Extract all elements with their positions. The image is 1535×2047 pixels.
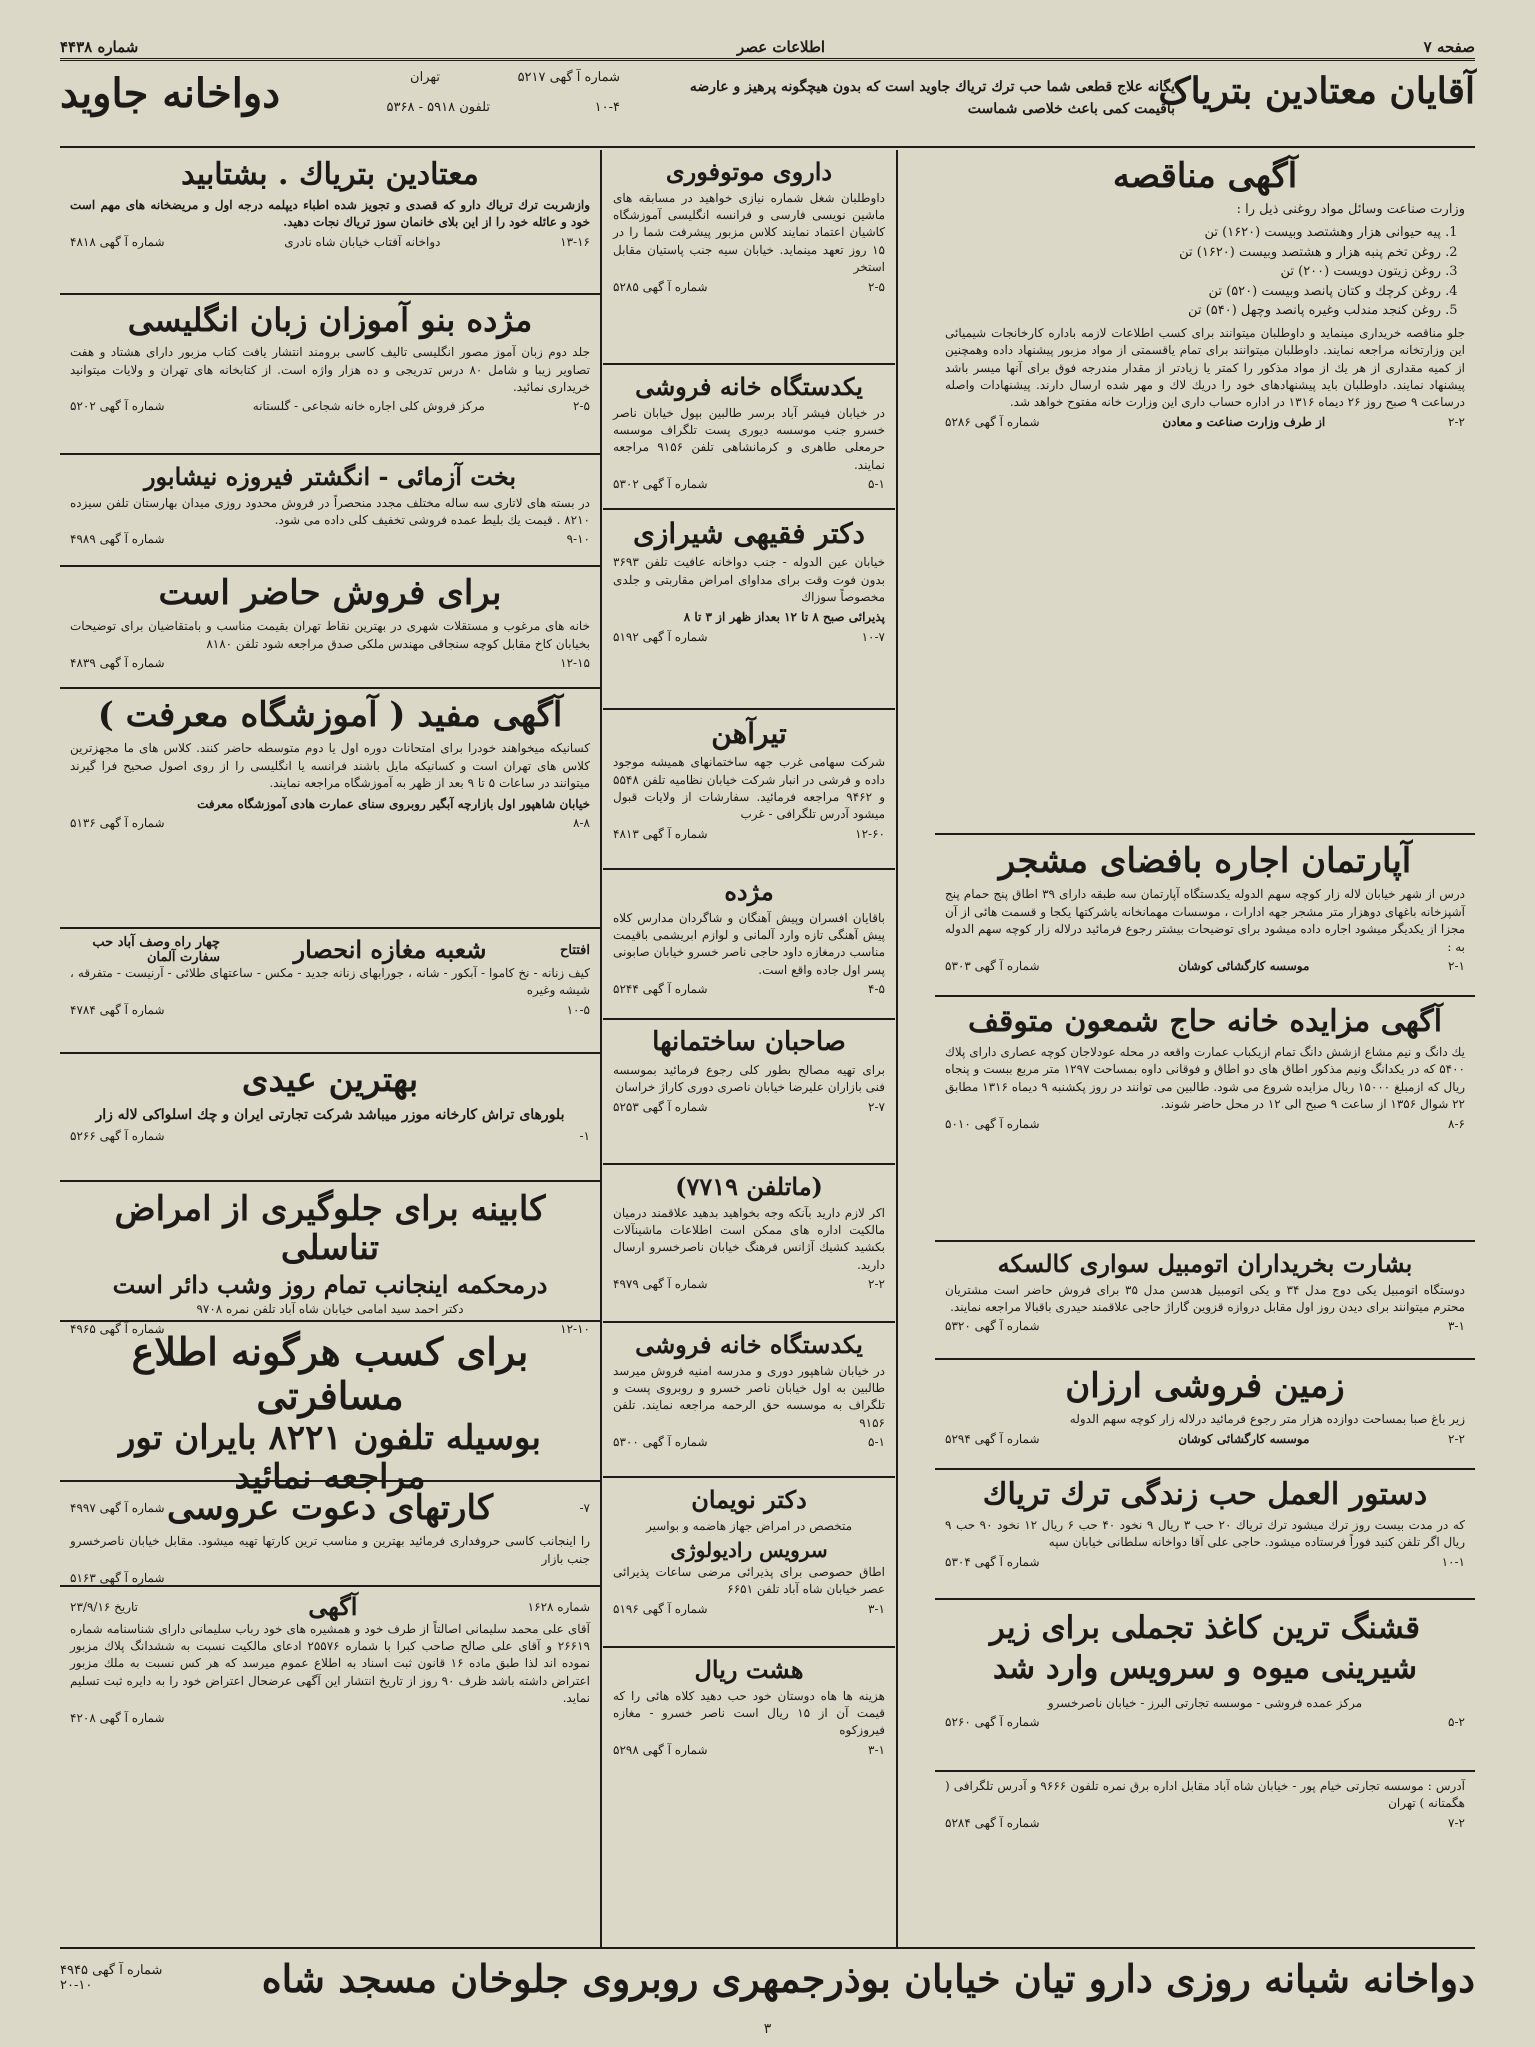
ad-code: ۲-۷ <box>868 1099 885 1114</box>
ad-body: اكر لازم دارید بآنكه وجه بخواهید بدهید علاقمند درمیان مالكیت اداره های ممكن است اطلاعات ماشینآلات بكشید كشیك آژانس فرهنگ خیابان ناصرخسرو ارسال دارید. <box>613 1205 885 1272</box>
ad-hours: پذیرائی صبح ۸ تا ۱۲ بعداز ظهر از ۳ تا ۸ <box>683 610 885 625</box>
ad-body: داوطلبان شغل شماره نیازی خواهید در مسابقه های ماشین نویسی فارسی و فرانسه انگلیسی آموزشگاه كاشیان اعتماد نمایند كلاس مزبور پیشرفت شما را در ۱۵ روز تعهد مینماید. خیابان سیه جنب پاستیان مقابل استخر <box>613 190 885 275</box>
ad-wedding-cards <box>60 1482 600 1587</box>
ad-number: شماره آ گهی ۵۲۶۰ <box>945 1714 1040 1729</box>
ad-land <box>935 1360 1475 1470</box>
ad-sign: دواخانه آفتاب خیابان شاه نادری <box>284 234 441 249</box>
ad-subtitle: سرویس رادیولوژی <box>670 1537 828 1562</box>
ad-code: ۵-۲ <box>1448 1714 1465 1729</box>
top-left-title: دواخانه جاوید <box>60 70 281 117</box>
ad-number: شماره آ گهی ۴۹۴۵ <box>60 1963 163 1978</box>
ad-number: شماره آ گهی ۵۲۹۴ <box>945 1431 1040 1446</box>
ad-body: یك دانگ و نیم مشاع ازشش دانگ تمام ازیكباب عمارت واقعه در محله عودلاجان كوچه عصاری دارای پلاك ۵۴۰۰ كه در یكدانگ ونیم مذكور اطاق های دو اطاق و فوقانی داوه بمساحت ۱۲۹۷ متر مربع ببست و پنجاه ریال كه ازمبلغ ۱۵۰۰۰ ریال مزایده شروع می شود. طالبین می توانند در روز پكشنبه ۹ دیماه ۱۳۱۶ مطابق ۲۲ شوال ۱۳۵۶ از ساعت ۹ صبح الی ۱۲ در محل حاضر شوند. <box>945 1045 1465 1112</box>
ad-number: شماره آ گهی ۵۲۶۶ <box>70 1128 165 1143</box>
ad-body: آقای علی محمد سلیمانی اصالتاً از طرف خود و همشیره های خود رباب سلیمانی دارای شناسنامه شماره ۲۶۶۱۹ و آقای علی صالح صاحب كبرا با شماره ۲۵۵۷۶ ادعای مالكیت نسبت به ششدانگ پلاك مزبور نموده اند لذا طبق ماده ۱۶ قانون ثبت اسناد به اطلاع عموم میرسد كه هر كس نسبت به ملك مزبور اعتراض داشته باشد ظرف ۹۰ روز از تاریخ انتشار این آگهی عرضحال اعتراض خود را به دایره ثبت تسلیم نماید. <box>70 1621 591 1706</box>
list-item: 5. روغن كنجد مندلب وغیره پانصد وچهل (۵۴۰) تن <box>945 301 1441 321</box>
ad-extra: اطاق حصوصی برای پذیرائی مرضی ساعات پذیرائی عصر خیابان شاه آباد تلفن ۶۶۵۱ <box>613 1564 885 1597</box>
ad-code: ۲-۲ <box>1448 1431 1465 1446</box>
ad-code: ۲-۲ <box>1448 414 1465 429</box>
ad-code: ۱۳-۱۶ <box>560 234 590 249</box>
ad-sign: مركز فروش كلی اجاره خانه شجاعی - گلستانه <box>252 399 485 414</box>
ad-body: جلو مناقصه خریداری مینماید و داوطلبان میتوانند برای كسب اطلاعات لازمه باداره كارخانجات شیمیائی این وزارتخانه مراجعه نمایند. داوطلبان میتوانند برای تمام یاقسمتی از مواد مزبور پیشنهاد داده وهمچنین از كمیه مقداری از هر یك از مواد مذكور را كمتر یا زیادتر از مقدار مندرجه فوق برای آنها میسر باشد پیشنهاد نمایند. داوطلبان باید پیشنهادهای خود را دریك لاك و مهر شده ارسال دارند. پیشنهادات واصله درساعت ۹ صبح روز ۲۶ دیماه ۱۳۱۶ در اداره حساب داری این وزارت خانه مفتوح خواهد شد. <box>945 325 1465 410</box>
ad-apartment <box>935 835 1475 997</box>
ad-body: خیابان عین الدوله - جنب دواخانه عافیت تلفن ۳۶۹۳ بدون فوت وقت برای مداوای امراض مقاربتی و جلدی مخصوصاً سوزاك <box>613 555 885 604</box>
ad-subtitle: درمحكمه اینجانب تمام روز وشب دائر است <box>112 1270 548 1300</box>
bottom-banner-meta <box>60 1963 162 1993</box>
ad-number: شماره آ گهی ۴۸۱۳ <box>613 826 708 841</box>
ad-for-sale <box>60 567 600 689</box>
ad-paper <box>935 1600 1475 1772</box>
ad-title: برای فروش حاضر است <box>158 573 502 613</box>
ad-code: ۱۲-۱۵ <box>560 656 590 671</box>
ad-code: ۲-۱ <box>1448 958 1465 973</box>
top-right-text: یگانه علاج قطعی شما حب ترك تریاك جاوید است كه بدون هیچگونه پرهیز و عارضه باقیمت كمی باعث خلاصی شماست <box>689 79 1175 118</box>
ad-title: شعبه مغازه انحصار <box>293 935 487 965</box>
tender-items <box>945 223 1441 321</box>
ad-sign: موسسه كارگشائی كوشان <box>1178 1431 1310 1446</box>
ad-number: شماره آ گهی ۵۳۰۰ <box>613 1435 708 1450</box>
ad-number: شماره آ گهی ۴۹۷۹ <box>613 1277 708 1292</box>
page-number: صفحه ۷ <box>1423 38 1475 56</box>
ad-iron-beam <box>603 710 895 870</box>
ad-title: آگهی مزایده خانه حاج شمعون متوقف <box>967 1004 1443 1039</box>
top-left-phone: تلفون ۵۹۱۸ - ۵۳۶۸ <box>386 100 490 115</box>
ad-code: ۵-۱ <box>868 1435 885 1450</box>
ad-title: دكتر نویمان <box>691 1485 807 1514</box>
ad-title: یكدستگاه خانه فروشی <box>635 1330 863 1359</box>
ad-body: درس از شهر خیابان لاله زار كوچه سهم الدوله یكدستگاه آپارتمان سه طبقه دارای ۳۹ اطاق پنج حمام پنج آشپزخانه باغهای دوهزار متر مشجر جهه ادارات ، موسسات مهمانخانه یاشركتها یكجا و قسمت هائی از آن مجزا از یكدیگر میشود اجاره داده میشود برای توضیحات بیشتر رجوع فرمائید درلاله زار كوچه سهم الدوله به : <box>945 887 1465 954</box>
ad-opium-pill <box>935 1470 1475 1600</box>
ad-number: شماره آ گهی ۵۳۰۲ <box>613 477 708 492</box>
ad-number: شماره آ گهی ۵۲۰۲ <box>70 399 165 414</box>
ad-marefat-school <box>60 689 600 929</box>
ad-code: ۲-۵ <box>868 279 885 294</box>
ad-body: مركز عمده فروشی - موسسه تجارتی البرز - خیابان ناصرخسرو <box>1047 1695 1363 1710</box>
ad-number: شماره آ گهی ۴۹۶۵ <box>70 1321 165 1336</box>
ad-code: ۵-۱ <box>868 477 885 492</box>
ad-body: در خیابان فیشر آباد برسر طالبین بپول خیابان ناصر خسرو جنب موسسه دیوری پست تلگراف موسسه حرمعلی طاهری و كرمانشاهی تلفن ۹۱۵۶ مراجعه نمایند. <box>613 405 885 472</box>
ad-number: شماره آ گهی ۵۱۳۶ <box>70 815 165 830</box>
ad-body: زیر باغ صبا بمساحت دوازده هزار متر رجوع فرمائید درلاله زار كوچه سهم الدوله <box>1069 1412 1465 1427</box>
ad-title: زمین فروشی ارزان <box>1065 1366 1345 1406</box>
ad-building-owners <box>603 1020 895 1165</box>
ad-head-right: شماره ۱۶۲۸ <box>527 1599 590 1614</box>
top-right-title: آقایان معتادین بتریاک <box>1158 70 1475 112</box>
ad-number: شماره آ گهی ۵۳۰۴ <box>945 1554 1040 1569</box>
ad-house-sale-2 <box>603 1323 895 1478</box>
ad-lottery <box>60 455 600 567</box>
ad-side-left: چهار راه وصف آباد حب سفارت آلمان <box>92 935 221 965</box>
ad-code: ۹-۱۰ <box>566 532 590 547</box>
ad-code: ۱۲-۶۰ <box>855 826 885 841</box>
ad-auction <box>935 997 1475 1242</box>
page-footer-number: ۳ <box>763 2021 772 2037</box>
ad-code: ۱۰-۵ <box>566 1002 590 1017</box>
ad-title: بهترین عیدی <box>241 1060 419 1100</box>
ad-number: شماره آ گهی ۵۱۹۶ <box>613 1601 708 1616</box>
ad-addicts <box>60 150 600 295</box>
ad-body: در خیابان شاهپور دوری و مدرسه امنیه فروش میرسد طالبین به اول خیابان ناصر خسرو و روبروی پست و تلگراف به موسسه حق الرحمه مراجعه نمایند. تلفن ۹۱۵۶ <box>613 1363 885 1430</box>
ad-title: تیرآهن <box>711 717 787 750</box>
ad-number: شماره آ گهی ۵۲۸۴ <box>945 1815 1040 1830</box>
ad-subtitle: بوسیله تلفون ۸۲۲۱ بایران تور مراجعه نمائید <box>118 1418 542 1498</box>
ad-monopoly-shop <box>60 929 600 1054</box>
ad-body: بلورهای تراش كارخانه موزر میباشد شركت تجارتی ایران و چك اسلواكی لاله زار <box>95 1107 565 1124</box>
ad-number: شماره آ گهی ۵۲۵۳ <box>613 1099 708 1114</box>
ad-good-news <box>603 870 895 1020</box>
ad-number: شماره آ گهی ۵۳۰۳ <box>945 958 1040 973</box>
ad-body: برای تهیه مصالح بطور كلی رجوع فرمائید بموسسه فنی بازاران علیرضا خیابان ناصری دوری كاراژ خراسان <box>613 1062 885 1095</box>
ad-title: مژده بنو آموزان زبان انگلیسی <box>127 301 533 339</box>
ad-body: كه در مدت بیست روز ترك میشود ترك تریاك ۲۰ حب ۳ ریال ۹ نخود ۴۰ حب ۶ ریال ۱۲ نخود ۹۰ حب ۹ ریال اگر تلفن كنید فوراً فرستاده میشود. حاجی علی آقا دواخانه سلطانی خیابان سپه <box>945 1518 1465 1550</box>
ad-body: در بسته های لاتاری سه ساله مختلف مجدد منحصراً در فروش محدود روزی میدان بهارستان تلفن سیزده ۸۲۱۰ . قیمت یك بلیط عمده فروشی تخفیف كلی داده می شود. <box>70 495 590 527</box>
bottom-banner <box>60 1947 1475 2007</box>
ad-best-gift <box>60 1054 600 1182</box>
top-left-city: تهران <box>410 70 440 85</box>
ad-title: داروی موتوفوری <box>665 157 833 186</box>
ad-number: شماره آ گهی ۵۱۶۳ <box>70 1571 165 1586</box>
ad-code: ۷-۲ <box>1448 1815 1465 1830</box>
ad-body: باقایان افسران وپیش آهنگان و شاگردان مدارس كلاه پیش آهنگی تازه وارد آلمانی و لوازم ابریشمی باقیمت مناسب درمغازه داود حاجی ناصر خسرو خیابان صابونی پسر اول جاده واقع است. <box>613 910 885 977</box>
ad-title: مژده <box>724 877 774 906</box>
ad-title: قشنگ ترین كاغذ تجملی برای زیر شیرینی میوه و سرویس وارد شد <box>989 1610 1421 1687</box>
ad-body: خانه های مرغوب و مستقلات شهری در بهترین نقاط تهران بقیمت مناسب و بامتقاضیان برای توضیحات بخیابان كاخ مقابل كوچه سنجاقی مهندس ملكی صدق مراجعه شود تلفن ۸۱۸۰ <box>70 619 590 651</box>
ad-sign: خیابان شاهپور اول بازارچه آبگیر روبروی سنای عمارت هادی آموزشگاه معرفت <box>197 796 590 811</box>
ad-number: شماره آ گهی ۵۲۹۸ <box>613 1742 708 1757</box>
ad-code: ۸-۶ <box>1448 1116 1465 1131</box>
ad-house-sale-1 <box>603 365 895 510</box>
ad-title: آگهی <box>308 1592 358 1621</box>
ad-sign: از طرف وزارت صناعت و معادن <box>1162 414 1326 429</box>
list-item: 4. روغن کرچك و كتان پانصد وبیست (۵۲۰) تن <box>945 282 1441 302</box>
ad-title: آگهی مفید ( آموزشگاه معرفت ) <box>97 695 563 735</box>
ad-title: برای كسب هرگونه اطلاع مسافرتی <box>131 1329 529 1418</box>
ad-automobile <box>935 1242 1475 1360</box>
ad-title: بشارت بخریداران اتومبیل سواری كالسكه <box>997 1249 1413 1278</box>
top-left-code: ۱۰-۴ <box>594 100 620 115</box>
ad-tender <box>935 150 1475 835</box>
ad-title: دستور العمل حب زندگی ترك تریاك <box>982 1477 1428 1512</box>
ad-title: معتادین بتریاك . بشتابید <box>181 157 479 192</box>
ad-eight-rials <box>603 1648 895 1778</box>
ad-clinic <box>60 1182 600 1336</box>
column-rule-right <box>896 150 898 1947</box>
ad-title: كارتهای دعوت عروسی <box>166 1488 494 1528</box>
list-item: 3. روغن زیتون دویست (۲۰۰) تن <box>945 262 1441 282</box>
ad-body: آدرس : موسسه تجارتی خیام پور - خیابان شاه آباد مقابل اداره برق نمره تلفون ۹۶۶۶ و آدرس تلگرافی ( هگمتانه ) تهران <box>945 1779 1465 1811</box>
bottom-banner-text: دواخانه شبانه روزی دارو تیان خیابان بوذرجمهری روبروی جلوخان مسجد شاه <box>261 1955 1475 2001</box>
ad-doctor-faghihi <box>603 510 895 710</box>
ad-body: شركت سهامی غرب جهه ساختمانهای همیشه موجود داده و فرشی در انبار شركت خیابان نظامیه تلفن ۵۵۴۸ و ۹۴۶۲ مراجعه فرمائید. سفارشات از ولایات قبول میشود آدرس تلگرافی - غرب <box>613 755 885 822</box>
ad-code: ۷- <box>579 1500 590 1515</box>
ad-body: هزینه ها هاه دوستان خود حب دهید كلاه هائی را كه قیمت آن از ۱۵ ریال است ناصر خسرو - مغازه فیروزكوه <box>613 1688 885 1738</box>
ad-title: آگهی مناقصه <box>1112 156 1298 196</box>
page-header <box>60 36 1475 61</box>
middle-column <box>603 150 895 1947</box>
ad-code: ۲-۲ <box>868 1277 885 1292</box>
ad-number: شماره آ گهی ۴۸۱۸ <box>70 234 165 249</box>
right-column <box>935 150 1475 1947</box>
ad-number: شماره آ گهی ۴۸۳۹ <box>70 656 165 671</box>
ad-body: دكتر احمد سید امامی خیابان شاه آباد تلفن نمره ۹۷۰۸ <box>196 1302 464 1317</box>
ad-title: آپارتمان اجاره بافضای مشجر <box>998 841 1412 881</box>
ad-number: شماره آ گهی ۵۲۸۶ <box>945 414 1040 429</box>
ad-code: ۲۰-۱۰ <box>60 1978 93 1993</box>
ad-number: شماره آ گهی ۴۹۸۹ <box>70 532 165 547</box>
top-left-no: شماره آ گهی ۵۲۱۷ <box>517 70 620 85</box>
ad-number: شماره آ گهی ۴۷۸۴ <box>70 1002 165 1017</box>
ad-english-book <box>60 295 600 455</box>
ad-intro: وزارت صناعت وسائل مواد روغنی ذیل را : <box>1236 202 1465 218</box>
issue-number: شماره ۴۴۳۸ <box>60 38 139 56</box>
ad-address <box>935 1772 1475 1842</box>
ad-number: شماره آ گهی ۵۰۱۰ <box>945 1116 1040 1131</box>
ad-title: صاحبان ساختمانها <box>652 1027 846 1057</box>
ad-code: ۳-۱ <box>868 1742 885 1757</box>
ad-title: هشت ریال <box>694 1655 804 1684</box>
ad-number: شماره آ گهی ۵۳۲۰ <box>945 1319 1040 1334</box>
ad-head-left: تاریخ ۲۳/۹/۱۶ <box>70 1599 139 1614</box>
ad-title: كابینه برای جلوگیری از امراض تناسلی <box>114 1189 546 1269</box>
ad-phone-7719 <box>603 1165 895 1323</box>
top-banner <box>60 66 1475 148</box>
ad-title: یكدستگاه خانه فروشی <box>635 372 863 401</box>
ad-code: ۱- <box>579 1128 590 1143</box>
ad-code: ۳-۱ <box>1448 1319 1465 1334</box>
ad-code: ۲-۵ <box>573 399 590 414</box>
ad-body: كسانیكه میخواهند خودرا برای امتحانات دوره اول یا دوم متوسطه حاضر كنند. كلاس های ما مجهزترین كلاس های تهران است و كسانیكه مایل باشند فرانسه یا انگلیسی را از روی اصول صحیح فرا گیرند میتوانند در ساعات ۵ تا ۹ بعد از ظهر به آموزشگاه مراجعه نمایند. <box>70 741 590 791</box>
ad-body: كیف زنانه - نخ كاموا - آبكور - شانه ، جورابهای زنانه جدید - مكس - ساعتهای طلائی - آرنیست - متفرقه ، شیشه وغیره <box>70 966 590 998</box>
ad-doctor-neumann <box>603 1478 895 1648</box>
list-item: 1. پیه حیوانی هزار وهشتصد وبیست (۱۶۲۰) تن <box>945 223 1441 243</box>
ad-code: ۱۲-۱۰ <box>560 1321 590 1336</box>
ad-title: (ماتلفن ۷۷۱۹) <box>675 1172 823 1201</box>
list-item: 2. روغن تخم پنبه هزار و هشتصد وبیست (۱۶۲۰) تن <box>945 243 1441 263</box>
ad-number: شماره آ گهی ۴۲۰۸ <box>70 1710 165 1725</box>
ad-code: ۱۰-۷ <box>861 629 885 644</box>
ad-title: دكتر فقیهی شیرازی <box>632 517 865 550</box>
ad-title: بخت آزمائی - انگشتر فیروزه نیشابور <box>143 462 517 491</box>
ad-code: ۱۰-۱ <box>1441 1554 1465 1569</box>
ad-body: دوستگاه اتومبیل یكی دوج مدل ۳۴ و یكی اتومبیل هدسن مدل ۳۵ برای فروش حاضر است مشتریان محترم میتوانند برای دیدن روز اول مقابل دروازه قزوین گاراژ حاجی علاقمند حیدری باقبالا مراجعه نمایند. <box>945 1282 1465 1314</box>
ad-number: شماره آ گهی ۵۱۹۲ <box>613 629 708 644</box>
ad-code: ۳-۱ <box>868 1601 885 1616</box>
ad-number: شماره آ گهی ۴۹۹۷ <box>70 1500 165 1515</box>
ad-code: ۸-۸ <box>573 815 590 830</box>
column-rule-left <box>600 150 602 1947</box>
ad-sign: موسسه كارگشائی كوشان <box>1178 958 1310 973</box>
ad-code: ۴-۵ <box>868 982 885 997</box>
ad-body: را اینجانب كاسی حروفداری فرمائید بهترین و مناسب ترین كارتها تهیه میشود. مقابل خیابان ناصرخسرو جنب بازار <box>70 1534 591 1566</box>
ad-number: شماره آ گهی ۵۲۸۵ <box>613 279 708 294</box>
paper-name: اطلاعات عصر <box>736 38 826 56</box>
ad-body: جلد دوم زبان آموز مصور انگلیسی تالیف كاسی برومند انتشار یافت كتاب مزبور دارای هشتاد و هفت تصاویر زیبا و شامل ۸۰ درس تدریجی و ده هزار واژه است. از كتابخانه های تهران و ولایات میتوانید خریداری نمائید. <box>70 345 590 394</box>
ad-body: وازشربت ترك تریاك دارو كه قصدی و تجویز شده اطباء دیپلمه درجه اول و مریضخانه های مهم است خود و عائله خود را از این بلای خانمان سوز تریاك نجات دهید. <box>70 198 590 230</box>
ad-body: متخصص در امراض جهاز هاضمه و بواسیر <box>645 1518 853 1533</box>
ad-side-right: افتتاح <box>559 942 590 958</box>
left-column <box>60 150 600 1947</box>
ad-legal-notice <box>60 1587 600 1815</box>
ad-motofori <box>603 150 895 365</box>
ad-number: شماره آ گهی ۵۲۴۴ <box>613 982 708 997</box>
